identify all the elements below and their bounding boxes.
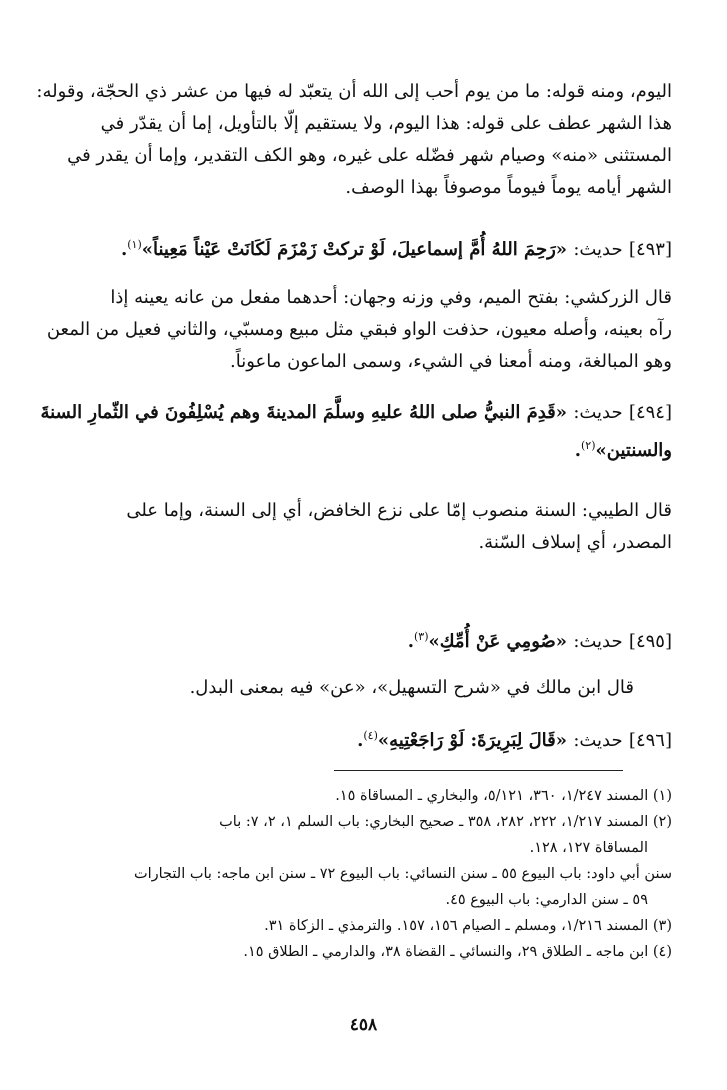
hadith-label: حديث: <box>573 730 623 751</box>
text-line: قال ابن مالك في «شرح التسهيل»، «عن» فيه بمعنى البدل. <box>189 677 634 698</box>
footnote-line: (١) المسند ١/٢٤٧، ٣٦٠، ٥/١٢١، والبخاري ـ المساقاة ١٥. <box>335 788 672 804</box>
footnote-line: المساقاة ١٢٧، ١٢٨. <box>529 840 648 856</box>
hadith-text-continued: والسنتين» <box>595 440 672 461</box>
hadith-number: [٤٩٥] <box>628 631 672 652</box>
hadith-label: حديث: <box>573 402 623 423</box>
footnote-line: سنن أبي داود: باب البيوع ٥٥ ـ سنن النسائي: باب البيوع ٧٢ ـ سنن ابن ماجه: باب التجارات <box>133 866 672 882</box>
end-mark: . <box>574 440 581 461</box>
paragraph-commentary-4 <box>40 672 672 704</box>
footnote-ref: (٤) <box>363 729 378 742</box>
text-line: الشهر أيامه يوماً فيوماً موصوفاً بهذا الوصف. <box>345 177 672 198</box>
page-number: ٤٥٨ <box>349 1015 378 1035</box>
text-line: وهو المبالغة، ومنه أمعنا في الشيء، وسمى الماعون ماعوناً. <box>230 351 672 372</box>
hadith-label: حديث: <box>573 631 623 652</box>
footnote-ref: (١) <box>127 238 142 251</box>
hadith-label: حديث: <box>573 239 623 260</box>
text-line: رآه بعينه، وأصله معيون، حذفت الواو فبقي مثل مبيع ومسبّي، والثاني فعيل من المعن <box>46 319 672 340</box>
text-line: قال الزركشي: بفتح الميم، وفي وزنه وجهان: أحدهما مفعل من عانه يعينه إذا <box>110 287 672 308</box>
hadith-number: [٤٩٣] <box>628 239 672 260</box>
text-line: المصدر، أي إسلاف السّنة. <box>478 532 672 553</box>
text-line: اليوم، ومنه قوله: ما من يوم أحب إلى الله أن يتعبّد له فيها من عشر ذي الحجّة، وقوله: <box>36 81 672 102</box>
text-line: هذا الشهر عطف على قوله: هذا اليوم، ولا يستقيم إلّا بالتأويل، إما أن يقدّر في <box>100 113 672 134</box>
hadith-text: «صُومِي عَنْ أُمِّكِ» <box>428 631 568 652</box>
hadith-text: «قَدِمَ النبيُّ صلى اللهُ عليهِ وسلَّمَ المدينةَ وهم يُسْلِفُونَ في الثّمارِ السنةَ <box>40 402 568 423</box>
hadith-text: «رَحِمَ اللهُ أُمَّ إسماعيلَ، لَوْ تركتْ زَمْزَمَ لَكَانَتْ عَيْناً مَعِيناً» <box>141 239 568 260</box>
hadith-number: [٤٩٤] <box>628 402 672 423</box>
text-line: المستثنى «منه» وصيام شهر فضّله على غيره، وهو الكف التقدير، وإما أن يقدر في <box>67 145 672 166</box>
footnote-separator <box>334 770 623 771</box>
end-mark: . <box>407 631 414 652</box>
footnotes <box>40 783 672 965</box>
paragraph-commentary-3 <box>40 495 672 559</box>
hadith-493 <box>40 228 672 261</box>
paragraph-commentary-1 <box>36 76 672 204</box>
end-mark: . <box>120 239 128 260</box>
footnote-line: (٣) المسند ١/٢١٦، ومسلم ـ الصيام ١٥٦، ١٥٧. والترمذي ـ الزكاة ٣١. <box>264 918 672 934</box>
hadith-496 <box>40 719 672 752</box>
paragraph-commentary-2 <box>40 282 672 378</box>
footnote-line: ٥٩ ـ سنن الدارمي: باب البيوع ٤٥. <box>445 892 648 908</box>
footnote-line: (٤) ابن ماجه ـ الطلاق ٢٩، والنسائي ـ القضاة ٣٨، والدارمي ـ الطلاق ١٥. <box>243 944 672 960</box>
footnote-line: (٢) المسند ١/٢١٧، ٢٢٢، ٢٨٢، ٣٥٨ ـ صحيح البخاري: باب السلم ١، ٢، ٧: باب <box>219 814 672 830</box>
footnote-ref: (٣) <box>414 630 429 643</box>
hadith-495 <box>40 620 672 653</box>
hadith-number: [٤٩٦] <box>628 730 672 751</box>
text-line: قال الطيبي: السنة منصوب إمّا على نزع الخافض، أي إلى السنة، وإما على <box>126 500 672 521</box>
hadith-494 <box>40 396 672 462</box>
end-mark: . <box>357 730 364 751</box>
footnote-ref: (٢) <box>581 439 596 452</box>
hadith-text: «قَالَ لِبَرِيرَةَ: لَوْ رَاجَعْتِيهِ» <box>377 730 568 751</box>
